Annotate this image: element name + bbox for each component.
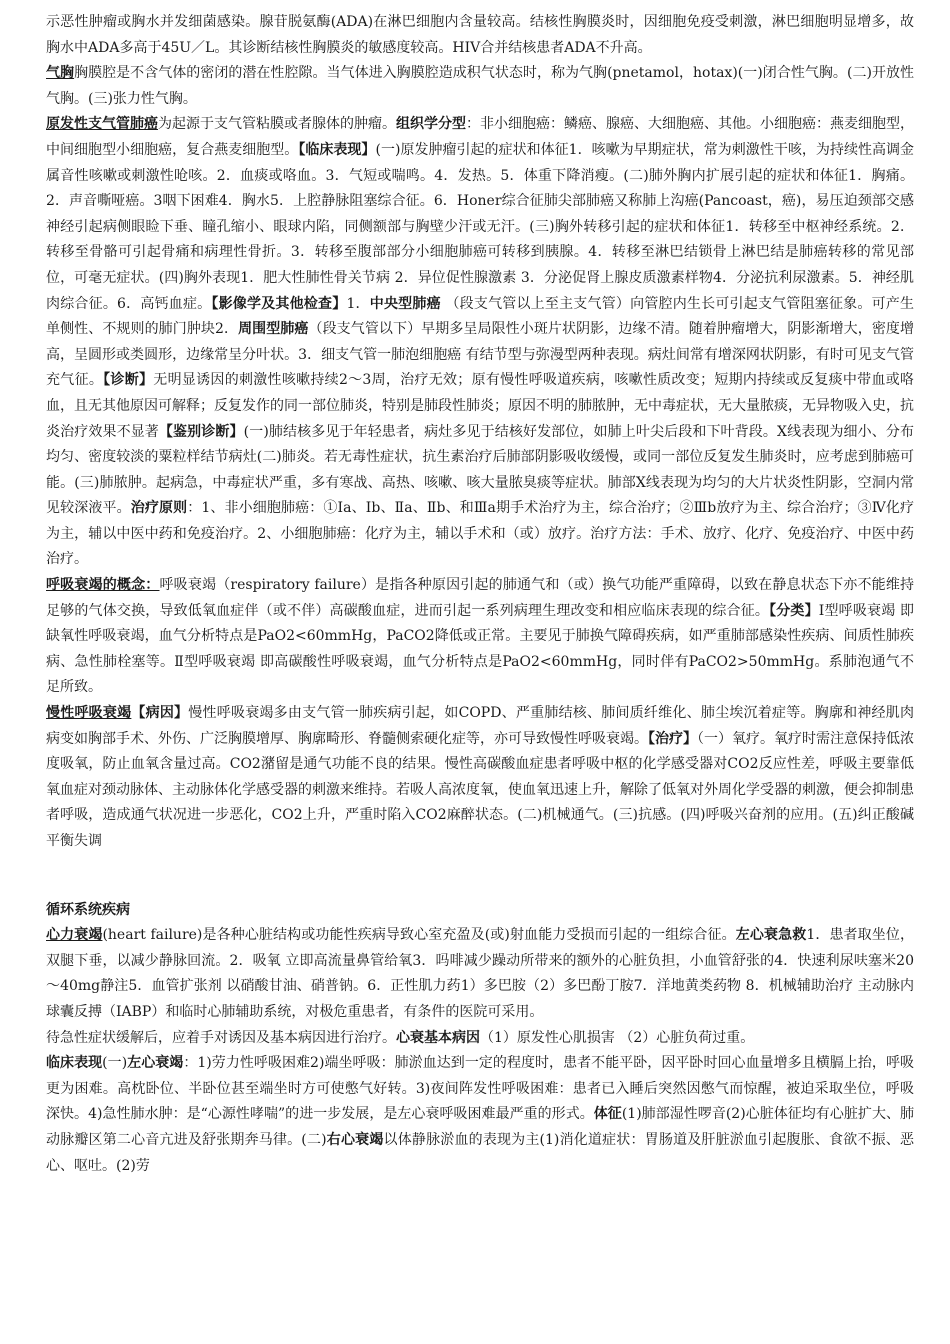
body-text: （一）氧疗。氧疗时需注意保持低浓度吸氧，防止血氧含量过高。CO2潴留是通气功能不良的结果。慢性高碳酸血症患者呼吸中枢的化学感受器对CO2反应性差，呼吸主要靠低氧血症对颈动脉体、主动脉体化学感受器的刺激来维持。若吸人高浓度氧，使血氧迅速上升，解除了低氧对外周化学受器的刺激，便会抑制患者呼吸，造成通气状况进一步恶化，CO2上升，严重时陷入CO2麻醉状态。(二)机械通气。(三)抗感。(四)呼吸兴奋剂的应用。(五)纠正酸碱平衡失调 [46,730,914,849]
paragraph [46,573,914,701]
keyword-heading: 组织学分型 [396,116,466,133]
body-text: (heart failure)是各种心脏结构或功能性疾病导致心室充盈及(或)射血能力受损而引起的一组综合征。 [102,927,736,944]
keyword-heading: 心力衰竭 [46,927,103,944]
section-title: 循环系统疾病 [46,901,130,918]
keyword-heading: 气胸 [46,65,75,82]
body-text: 无明显诱因的刺激性咳嗽持续2～3周，治疗无效；原有慢性呼吸道疾病，咳嗽性质改变；短期内持续或反复痰中带血或咯血，且无其他原因可解释；反复发作的同一部位肺炎，特别是肺段性肺炎；原因不明的肺脓肿，无中毒症状，无大量脓痰，无异物吸入史，抗炎治疗效果不显著 [46,372,915,440]
keyword-heading: 原发性支气管肺癌 [46,116,158,133]
circulatory-section [46,923,914,1179]
keyword-heading: 体征 [593,1106,622,1123]
body-text: （1）原发性心肌损害 （2）心脏负荷过重。 [480,1029,755,1046]
body-text: 慢性呼吸衰竭多由支气管一肺疾病引起，如COPD、严重肺结核、肺间质纤维化、肺尘埃沉着症等。胸廓和神经肌肉病变如胸部手术、外伤、广泛胸膜增厚、胸廓畸形、脊髓侧索硬化症等，亦可导致慢性呼吸衰竭。 [46,705,915,747]
body-text: 呼吸衰竭（respiratory failure）是指各种原因引起的肺通气和（或）换气功能严重障碍，以致在静息状态下亦不能维持足够的气体交换，导致低氧血症伴（或不伴）高碳酸血症，进而引起一系列病理生理改变和相应临床表现的综合征。 [46,577,914,619]
body-text: 以体静脉淤血的表现为主(1)消化道症状：胃肠道及肝脏淤血引起腹胀、食欲不振、恶心、呕吐。(2)劳 [46,1131,914,1174]
body-text: 为起源于支气管粘膜或者腺体的肿瘤。 [158,116,396,133]
body-text: (一)肺结核多见于年轻患者，病灶多见于结核好发部位，如肺上叶尖后段和下叶背段。X线表现为细小、分布均匀、密度较淡的粟粒样结节病灶(二)肺炎。若无毒性症状，抗生素治疗后肺部阴影吸收缓慢，或同一部位反复发生肺炎时，应考虑到肺癌可能。(三)肺脓肿。起病急，中毒症状严重，多有寒战、高热、咳嗽、咳大量脓臭痰等症状。肺部X线表现为均匀的大片状炎性阴影，空洞内常见较深液平。 [46,423,915,517]
body-text: ：1、非小细胞肺癌：①Ⅰa、Ⅰb、Ⅱa、Ⅱb、和Ⅲa期手术治疗为主，综合治疗；②Ⅲb放疗为主、综合治疗；③Ⅳ化疗为主，辅以中医中药和免疫治疗。2、小细胞肺癌：化疗为主，辅以手术和（或）放疗。治疗方法：手术、放疗、化疗、免疫治疗、中医中药治疗。 [46,500,914,568]
keyword-heading: 治疗原则 [130,500,188,517]
body-text: ：1)劳力性呼吸困难2)端坐呼吸：肺淤血达到一定的程度时，患者不能平卧，因平卧时回心血量增多且横膈上抬，呼吸更为困难。高枕卧位、半卧位甚至端坐时方可使憋气好转。3)夜间阵发性呼吸困难：患者已入睡后突然因憋气而惊醒，被迫采取坐位，呼吸深快。4)急性肺水肿：是“心源性哮喘”的进一步发展，是左心衰呼吸困难最严重的形式。 [46,1055,914,1123]
keyword-heading: 慢性呼吸衰竭 [46,705,132,722]
paragraph [46,1051,914,1179]
paragraph [46,61,914,112]
respiratory-section [46,10,914,855]
keyword-heading: 【诊断】 [103,372,154,389]
paragraph [46,923,914,1025]
body-text: 1．患者取坐位，双腿下垂，以减少静脉回流。2．吸氧 立即高流量鼻管给氧3．吗啡减少躁动所带来的额外的心脏负担，小血管舒张的4．快速利尿呋塞米20～40mg静注5．血管扩张剂 以硝酸甘油、硝普钠。6．正性肌力药1）多巴胺（2）多巴酚丁胺7．洋地黄类药物 8．机械辅助治疗 主动脉内球囊反搏（IABP）和临时心肺辅助系统，对极危重患者，有条件的医院可采用。 [46,927,914,1020]
body-text: (1)肺部湿性啰音(2)心脏体征均有心脏扩大、肺动脉瓣区第二心音亢进及舒张期奔马律。(二) [46,1106,915,1148]
body-text: ：非小细胞癌：鳞癌、腺癌、大细胞癌、其他。小细胞癌：燕麦细胞型，中间细胞型小细胞癌，复合燕麦细胞型。 [46,116,914,158]
keyword-heading: 【治疗】 [648,730,697,747]
paragraph [46,1026,914,1052]
body-text: 1． [346,295,370,312]
body-text: 胸膜腔是不含气体的密闭的潜在性腔隙。当气体进入胸膜腔造成积气状态时，称为气胸(pnetamol，hotax)(一)闭合性气胸。(二)开放性气胸。(三)张力性气胸。 [46,65,915,107]
paragraph [46,701,914,855]
body-text: Ⅰ型呼吸衰竭 即缺氧性呼吸衰竭，血气分析特点是PaO2<60mmHg，PaCO2降低或正常。主要见于肺换气障碍疾病，如严重肺部感染性疾病、间质性肺疾病、急性肺栓塞等。Ⅱ型呼吸衰竭 即高碳酸性呼吸衰竭，血气分析特点是PaO2<60mmHg，同时伴有PaCO2>50mmHg。系肺泡通气不足所致。 [46,602,915,696]
body-text: 待急性症状缓解后，应着手对诱因及基本病因进行治疗。 [46,1029,396,1046]
section-gap [46,855,914,898]
paragraph [46,112,914,573]
keyword-heading: 【鉴别诊断】 [158,423,244,440]
body-text: 示恶性肿瘤或胸水并发细菌感染。腺苷脱氨酶(ADA)在淋巴细胞内含量较高。结核性胸膜炎时，因细胞免疫受刺激，淋巴细胞明显增多，故胸水中ADA多高于45U／L。其诊断结核性胸膜炎的敏感度较高。HIV合并结核患者ADA不升高。 [46,14,914,56]
keyword-heading: 右心衰竭 [326,1131,384,1148]
paragraph [46,10,914,61]
body-text: (一)原发肿瘤引起的症状和体征1．咳嗽为早期症状，常为刺激性干咳，为持续性高调金属音性咳嗽或刺激性呛咳。2．血痰或咯血。3．气短或喘鸣。4．发热。5．体重下降消瘦。(二)肺外胸内扩展引起的症状和体征1．胸痛。2．声音嘶哑癌。3咽下困难4．胸水5．上腔静脉阻塞综合征。6．Honer综合征肺尖部肺癌又称肺上沟癌(Pancoast，癌)，易压迫颈部交感神经引起病侧眼睑下垂、瞳孔缩小、眼球内陷，同侧额部与胸壁少汗或无汗。(三)胸外转移引起的症状和体征1．转移至中枢神经系统。2．转移至骨骼可引起骨痛和病理性骨折。3．转移至腹部部分小细胞肺癌可转移到胰腺。4．转移至淋巴结锁骨上淋巴结是肺癌转移的常见部位，可毫无症状。(四)胸外表现1．肥大性肺性骨关节病 2．异位促性腺激素 3．分泌促肾上腺皮质激素样物4．分泌抗利尿激素。5．神经肌肉综合征。6．高钙血症。 [46,141,915,312]
keyword-heading: 左心衰竭 [127,1055,184,1072]
body-text: （段支气管以上至主支气管）向管腔内生长可引起支气管阻塞征象。可产生单侧性、不规则的肺门肿块2． [46,295,915,338]
keyword-heading: 周围型肺癌 [238,321,309,338]
keyword-heading: 【影像学及其他检查】 [211,295,347,312]
keyword-heading: 心衰基本病因 [396,1029,480,1046]
keyword-heading: 【临床表现】 [298,141,376,158]
body-text: （段支气管以下）早期多呈局限性小斑片状阴影，边缘不清。随着肿瘤增大，阴影渐增大，密度增高，呈圆形或类圆形，边缘常呈分叶状。3．细支气管一肺泡细胞癌 有结节型与弥漫型两种表现。病灶间常有增深网状阴影，有时可见支气管充气征。 [46,321,914,389]
keyword-heading: 中央型肺癌 [369,295,441,312]
keyword-heading: 呼吸衰竭的概念： [46,577,160,594]
keyword-heading: 左心衰急救 [735,927,807,944]
keyword-heading: 临床表现 [46,1055,103,1072]
keyword-heading: 【分类】 [769,602,819,619]
keyword-heading: 【病因】 [131,705,189,722]
body-text: (一) [102,1055,128,1072]
